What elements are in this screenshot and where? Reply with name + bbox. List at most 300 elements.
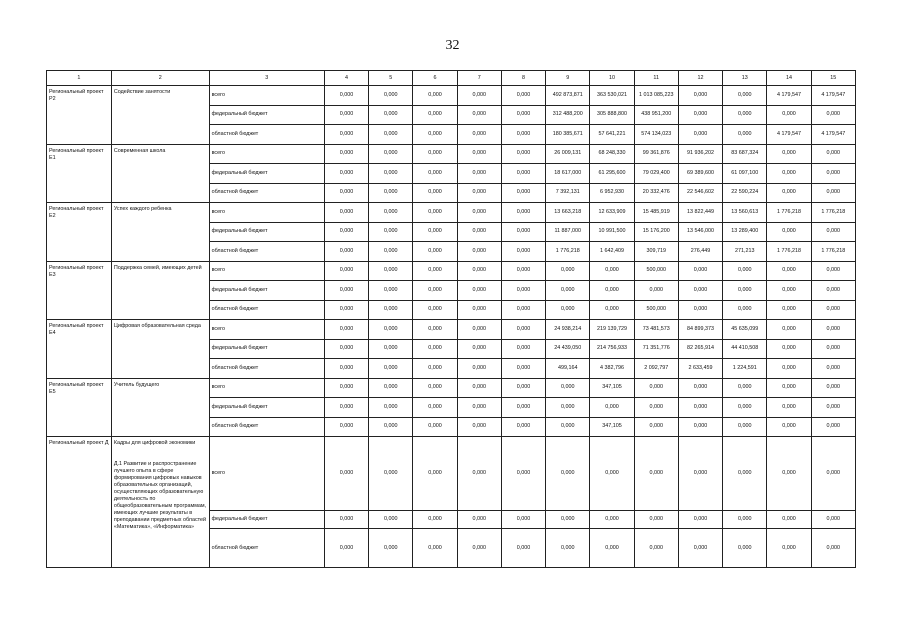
value-cell: 0,000 [678,417,722,437]
value-cell: 0,000 [723,417,767,437]
value-cell: 0,000 [369,242,413,262]
value-cell: 0,000 [678,398,722,418]
table-row [47,437,856,511]
value-cell: 0,000 [324,359,368,379]
value-cell: 0,000 [811,398,855,418]
value-cell: 11 887,000 [546,222,590,242]
value-cell: 0,000 [811,105,855,125]
value-cell: 0,000 [723,105,767,125]
funding-source-cell: федеральный бюджет [209,222,324,242]
value-cell: 84 899,373 [678,320,722,340]
value-cell: 0,000 [767,417,811,437]
value-cell: 57 641,221 [590,125,634,145]
table-row [47,320,856,340]
value-cell: 0,000 [811,320,855,340]
value-cell: 68 248,330 [590,144,634,164]
column-header: 12 [678,71,722,86]
value-cell: 0,000 [501,242,545,262]
column-header: 6 [413,71,457,86]
value-cell: 0,000 [634,511,678,529]
value-cell: 0,000 [501,511,545,529]
value-cell: 0,000 [324,339,368,359]
value-cell: 0,000 [457,86,501,106]
column-header: 2 [111,71,209,86]
value-cell: 276,449 [678,242,722,262]
value-cell: 44 410,508 [723,339,767,359]
value-cell: 20 332,476 [634,183,678,203]
value-cell: 26 009,131 [546,144,590,164]
value-cell: 6 952,930 [590,183,634,203]
funding-source-cell: областной бюджет [209,359,324,379]
value-cell: 0,000 [590,511,634,529]
value-cell: 305 888,800 [590,105,634,125]
value-cell: 0,000 [457,222,501,242]
value-cell: 271,213 [723,242,767,262]
value-cell: 0,000 [457,300,501,320]
table-row [47,86,856,106]
value-cell: 0,000 [369,222,413,242]
value-cell: 0,000 [811,511,855,529]
column-header: 9 [546,71,590,86]
value-cell: 0,000 [501,105,545,125]
value-cell: 0,000 [501,281,545,301]
funding-source-cell: всего [209,320,324,340]
value-cell: 0,000 [413,144,457,164]
table-body [47,86,856,568]
value-cell: 0,000 [413,511,457,529]
value-cell: 0,000 [634,437,678,511]
value-cell: 0,000 [501,320,545,340]
value-cell: 0,000 [324,417,368,437]
value-cell: 0,000 [767,511,811,529]
value-cell: 0,000 [413,437,457,511]
value-cell: 0,000 [413,105,457,125]
value-cell: 0,000 [723,511,767,529]
value-cell: 83 687,324 [723,144,767,164]
value-cell: 1 776,218 [811,242,855,262]
value-cell: 0,000 [767,222,811,242]
funding-source-cell: федеральный бюджет [209,281,324,301]
value-cell: 492 873,871 [546,86,590,106]
value-cell: 0,000 [501,437,545,511]
value-cell: 0,000 [501,359,545,379]
table-header [47,71,856,86]
value-cell: 0,000 [501,529,545,568]
project-name-cell: Цифровая образовательная среда [111,320,209,379]
value-cell: 499,164 [546,359,590,379]
value-cell: 0,000 [369,398,413,418]
value-cell: 0,000 [811,183,855,203]
budget-table [46,70,856,568]
column-header: 8 [501,71,545,86]
value-cell: 0,000 [413,529,457,568]
value-cell: 0,000 [546,398,590,418]
value-cell: 0,000 [324,105,368,125]
value-cell: 312 488,200 [546,105,590,125]
value-cell: 1 013 085,223 [634,86,678,106]
value-cell: 0,000 [457,437,501,511]
value-cell: 0,000 [678,281,722,301]
value-cell: 0,000 [767,339,811,359]
value-cell: 0,000 [811,144,855,164]
column-header: 14 [767,71,811,86]
project-code-cell: Региональный проект Р2 [47,86,112,145]
value-cell: 0,000 [324,222,368,242]
value-cell: 0,000 [501,339,545,359]
funding-source-cell: областной бюджет [209,417,324,437]
value-cell: 0,000 [767,398,811,418]
value-cell: 4 179,547 [767,125,811,145]
value-cell: 0,000 [811,378,855,398]
value-cell: 0,000 [457,183,501,203]
value-cell: 0,000 [324,183,368,203]
value-cell: 0,000 [413,359,457,379]
value-cell: 0,000 [413,125,457,145]
value-cell: 0,000 [767,281,811,301]
value-cell: 0,000 [811,417,855,437]
value-cell: 0,000 [501,203,545,223]
value-cell: 0,000 [457,203,501,223]
value-cell: 79 029,400 [634,164,678,184]
project-name-cell: Современная школа [111,144,209,203]
value-cell: 0,000 [678,511,722,529]
value-cell: 4 179,547 [811,86,855,106]
value-cell: 1 642,409 [590,242,634,262]
value-cell: 0,000 [324,242,368,262]
value-cell: 0,000 [369,86,413,106]
value-cell: 0,000 [413,222,457,242]
project-name-cell: Учитель будущего [111,378,209,437]
project-code-cell: Региональный проект Е2 [47,203,112,262]
value-cell: 61 295,600 [590,164,634,184]
value-cell: 15 485,919 [634,203,678,223]
value-cell: 13 560,613 [723,203,767,223]
value-cell: 0,000 [678,125,722,145]
value-cell: 0,000 [369,203,413,223]
value-cell: 0,000 [457,529,501,568]
value-cell: 0,000 [413,183,457,203]
value-cell: 2 633,459 [678,359,722,379]
value-cell: 4 179,547 [811,125,855,145]
value-cell: 0,000 [546,261,590,281]
project-code-cell: Региональный проект Е4 [47,320,112,379]
value-cell: 0,000 [369,261,413,281]
value-cell: 0,000 [413,339,457,359]
value-cell: 0,000 [678,437,722,511]
value-cell: 0,000 [546,281,590,301]
value-cell: 0,000 [811,529,855,568]
value-cell: 0,000 [369,144,413,164]
value-cell: 0,000 [590,437,634,511]
value-cell: 347,105 [590,417,634,437]
funding-source-cell: областной бюджет [209,242,324,262]
value-cell: 0,000 [546,437,590,511]
value-cell: 574 134,023 [634,125,678,145]
value-cell: 0,000 [369,339,413,359]
value-cell: 0,000 [501,417,545,437]
value-cell: 0,000 [546,511,590,529]
value-cell: 0,000 [546,378,590,398]
value-cell: 0,000 [369,164,413,184]
value-cell: 4 382,796 [590,359,634,379]
table-row [47,203,856,223]
project-name-cell: Содействие занятости [111,86,209,145]
value-cell: 500,000 [634,300,678,320]
value-cell: 0,000 [457,339,501,359]
value-cell: 0,000 [457,281,501,301]
value-cell: 363 530,021 [590,86,634,106]
value-cell: 0,000 [457,261,501,281]
value-cell: 22 590,224 [723,183,767,203]
value-cell: 0,000 [369,300,413,320]
value-cell: 0,000 [811,261,855,281]
value-cell: 1 776,218 [811,203,855,223]
funding-source-cell: федеральный бюджет [209,511,324,529]
value-cell: 0,000 [546,529,590,568]
value-cell: 0,000 [767,378,811,398]
value-cell: 0,000 [723,261,767,281]
value-cell: 309,719 [634,242,678,262]
funding-source-cell: федеральный бюджет [209,105,324,125]
value-cell: 0,000 [723,300,767,320]
value-cell: 500,000 [634,261,678,281]
value-cell: 69 389,600 [678,164,722,184]
value-cell: 0,000 [369,511,413,529]
table-row [47,261,856,281]
value-cell: 91 936,202 [678,144,722,164]
value-cell: 0,000 [811,359,855,379]
value-cell: 0,000 [324,398,368,418]
value-cell: 0,000 [369,183,413,203]
value-cell: 1 776,218 [546,242,590,262]
value-cell: 13 546,000 [678,222,722,242]
value-cell: 0,000 [723,378,767,398]
value-cell: 0,000 [501,183,545,203]
table-row [47,378,856,398]
value-cell: 0,000 [324,378,368,398]
value-cell: 0,000 [324,300,368,320]
value-cell: 0,000 [413,300,457,320]
value-cell: 0,000 [767,261,811,281]
value-cell: 0,000 [457,125,501,145]
value-cell: 0,000 [324,86,368,106]
value-cell: 0,000 [324,164,368,184]
value-cell: 82 265,914 [678,339,722,359]
value-cell: 0,000 [723,398,767,418]
value-cell: 0,000 [457,417,501,437]
value-cell: 0,000 [634,529,678,568]
column-header: 15 [811,71,855,86]
value-cell: 10 991,500 [590,222,634,242]
value-cell: 0,000 [634,398,678,418]
value-cell: 0,000 [324,511,368,529]
column-header: 10 [590,71,634,86]
value-cell: 0,000 [369,320,413,340]
value-cell: 0,000 [590,529,634,568]
value-cell: 0,000 [590,261,634,281]
value-cell: 12 633,909 [590,203,634,223]
column-header: 11 [634,71,678,86]
value-cell: 0,000 [413,203,457,223]
column-header: 1 [47,71,112,86]
value-cell: 0,000 [501,398,545,418]
value-cell: 0,000 [369,529,413,568]
value-cell: 0,000 [413,281,457,301]
value-cell: 0,000 [811,437,855,511]
funding-source-cell: всего [209,144,324,164]
funding-source-cell: всего [209,261,324,281]
value-cell: 347,105 [590,378,634,398]
value-cell: 0,000 [413,398,457,418]
value-cell: 0,000 [457,511,501,529]
value-cell: 0,000 [457,398,501,418]
value-cell: 0,000 [324,261,368,281]
value-cell: 99 361,876 [634,144,678,164]
value-cell: 0,000 [767,164,811,184]
value-cell: 0,000 [324,125,368,145]
value-cell: 0,000 [324,529,368,568]
value-cell: 1 776,218 [767,203,811,223]
value-cell: 0,000 [457,242,501,262]
funding-source-cell: федеральный бюджет [209,398,324,418]
value-cell: 0,000 [678,105,722,125]
value-cell: 0,000 [324,437,368,511]
column-header: 4 [324,71,368,86]
project-code-cell: Региональный проект Е3 [47,261,112,320]
value-cell: 0,000 [767,300,811,320]
page-number: 32 [445,38,460,53]
value-cell: 0,000 [767,183,811,203]
value-cell: 0,000 [590,281,634,301]
value-cell: 0,000 [723,125,767,145]
value-cell: 0,000 [369,281,413,301]
value-cell: 0,000 [811,222,855,242]
value-cell: 0,000 [501,125,545,145]
value-cell: 0,000 [811,300,855,320]
value-cell: 0,000 [501,378,545,398]
value-cell: 22 546,602 [678,183,722,203]
project-title: Кадры для цифровой экономики [113,440,196,446]
project-code-cell: Региональный проект Д [47,437,112,568]
value-cell: 0,000 [501,86,545,106]
project-description: Д.1 Развитие и распространение лучшего опыта в сфере формирования цифровых навыков образовательных организаций, осуществляющих образовательную деятельность по общеобразовательным программам, имеющих лучшие результаты в преподавании предметных областей «Математика», «Информатика» [113,461,207,530]
value-cell: 15 176,200 [634,222,678,242]
value-cell: 0,000 [590,398,634,418]
value-cell: 0,000 [501,144,545,164]
value-cell: 24 439,050 [546,339,590,359]
funding-source-cell: всего [209,203,324,223]
value-cell: 1 224,591 [723,359,767,379]
value-cell: 13 663,218 [546,203,590,223]
project-name-cell: Поддержка семей, имеющих детей [111,261,209,320]
value-cell: 0,000 [457,144,501,164]
value-cell: 0,000 [678,529,722,568]
value-cell: 0,000 [413,378,457,398]
funding-source-cell: федеральный бюджет [209,164,324,184]
value-cell: 18 617,000 [546,164,590,184]
project-name-cell [111,437,209,568]
value-cell: 0,000 [634,281,678,301]
value-cell: 0,000 [811,164,855,184]
value-cell: 219 139,729 [590,320,634,340]
value-cell: 0,000 [767,529,811,568]
value-cell: 0,000 [634,417,678,437]
project-code-cell: Региональный проект Е1 [47,144,112,203]
value-cell: 61 097,100 [723,164,767,184]
value-cell: 214 756,933 [590,339,634,359]
value-cell: 1 776,218 [767,242,811,262]
value-cell: 0,000 [678,86,722,106]
column-header: 7 [457,71,501,86]
value-cell: 0,000 [501,300,545,320]
value-cell: 438 951,200 [634,105,678,125]
value-cell: 0,000 [413,242,457,262]
value-cell: 0,000 [767,144,811,164]
value-cell: 0,000 [678,261,722,281]
value-cell: 0,000 [546,417,590,437]
table-row [47,144,856,164]
value-cell: 0,000 [413,164,457,184]
funding-source-cell: всего [209,378,324,398]
value-cell: 7 392,131 [546,183,590,203]
value-cell: 0,000 [723,86,767,106]
value-cell: 0,000 [457,378,501,398]
value-cell: 0,000 [723,437,767,511]
value-cell: 0,000 [369,125,413,145]
value-cell: 45 635,099 [723,320,767,340]
value-cell: 0,000 [723,529,767,568]
value-cell: 0,000 [369,378,413,398]
funding-source-cell: областной бюджет [209,125,324,145]
value-cell: 180 385,671 [546,125,590,145]
value-cell: 0,000 [501,222,545,242]
value-cell: 73 481,573 [634,320,678,340]
value-cell: 0,000 [457,359,501,379]
funding-source-cell: федеральный бюджет [209,339,324,359]
value-cell: 0,000 [369,437,413,511]
value-cell: 0,000 [501,164,545,184]
value-cell: 0,000 [811,339,855,359]
value-cell: 0,000 [324,281,368,301]
value-cell: 0,000 [457,105,501,125]
funding-source-cell: всего [209,437,324,511]
funding-source-cell: областной бюджет [209,300,324,320]
value-cell: 0,000 [501,261,545,281]
value-cell: 0,000 [369,359,413,379]
value-cell: 0,000 [590,300,634,320]
value-cell: 71 351,776 [634,339,678,359]
funding-source-cell: всего [209,86,324,106]
column-header: 13 [723,71,767,86]
project-code-cell: Региональный проект Е5 [47,378,112,437]
project-name-cell: Успех каждого ребенка [111,203,209,262]
value-cell: 0,000 [369,105,413,125]
value-cell: 0,000 [457,320,501,340]
value-cell: 0,000 [413,417,457,437]
value-cell: 0,000 [457,164,501,184]
value-cell: 0,000 [413,86,457,106]
value-cell: 24 938,214 [546,320,590,340]
value-cell: 0,000 [767,437,811,511]
value-cell: 0,000 [678,300,722,320]
value-cell: 0,000 [634,378,678,398]
funding-source-cell: областной бюджет [209,183,324,203]
column-header: 3 [209,71,324,86]
value-cell: 4 179,547 [767,86,811,106]
value-cell: 0,000 [413,261,457,281]
value-cell: 0,000 [767,105,811,125]
value-cell: 0,000 [369,417,413,437]
